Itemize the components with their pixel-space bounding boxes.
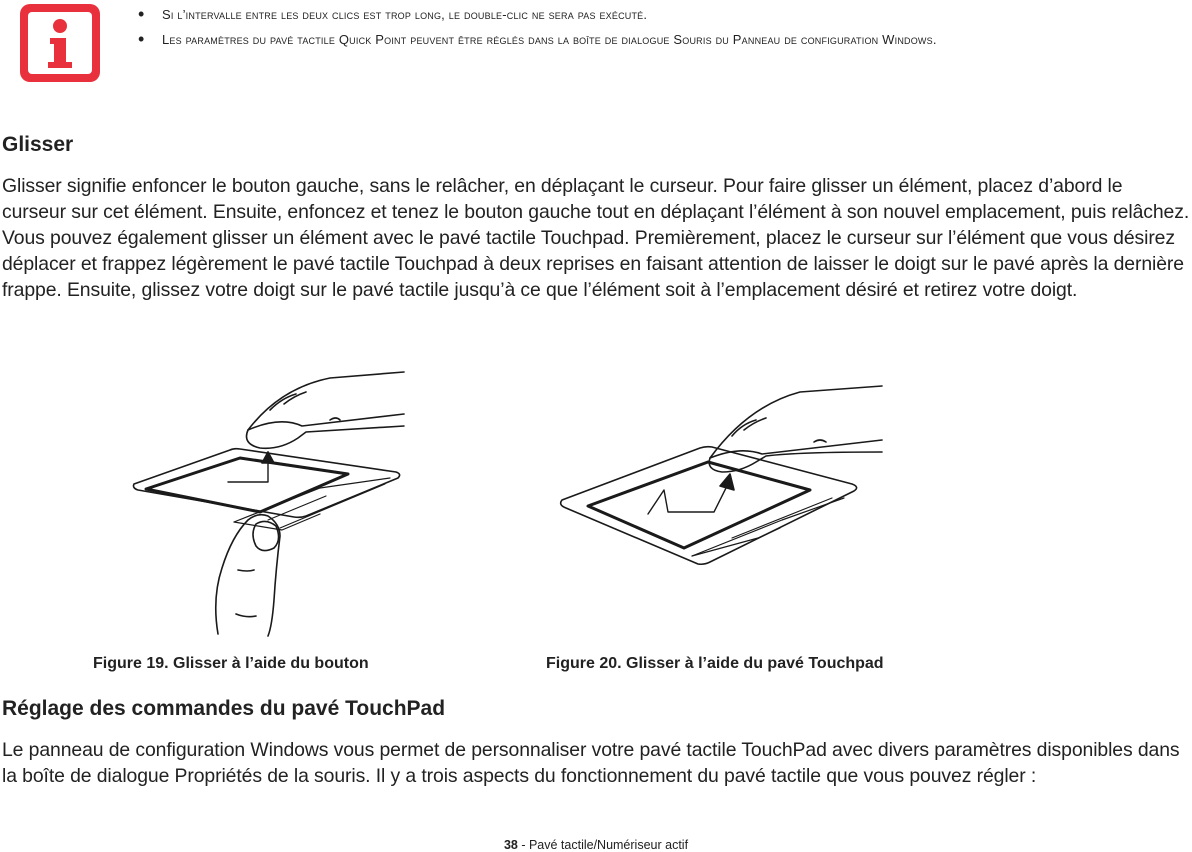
note-item: • Les paramètres du pavé tactile Quick Point peuvent être réglés dans la boîte de dialogue Souris du Panneau de configuration Windows. — [136, 29, 1062, 51]
note-list — [136, 4, 1076, 51]
info-icon — [18, 2, 102, 84]
note-item: • Si l’intervalle entre les deux clics est trop long, le double-clic ne sera pas exécuté. — [136, 4, 1076, 26]
footer-title: Pavé tactile/Numériseur actif — [528, 838, 689, 852]
section-heading-reglage: Réglage des commandes du pavé TouchPad — [2, 697, 446, 720]
body-paragraph-glisser: Glisser signifie enfoncer le bouton gauche, sans le relâcher, en déplaçant le curseur. Pour faire glisser un élément, placez d’abord le curseur sur cet élément. Ensuite, enfoncez et tenez le bouton gauche tout en déplaçant l’élément à son nouvel emplacement, puis relâchez. Vous pouvez également glisser un élément avec le pavé tactile Touchpad. Premièrement, placez le curseur sur l’élément que vous désirez déplacer et frappez légèrement le pavé tactile Touchpad à deux reprises en faisant attention de laisser le doigt sur le pavé après la dernière frappe. Ensuite, glissez votre doigt sur le pavé tactile jusqu’à ce que l’élément soit à l’emplacement désiré et retirez votre doigt. — [2, 175, 1190, 301]
section-heading-glisser: Glisser — [2, 133, 74, 156]
figure-19-caption: Figure 19. Glisser à l’aide du bouton — [93, 655, 369, 672]
figure-20-illustration — [552, 380, 887, 580]
footer-separator: - — [517, 838, 529, 852]
page-number: 38 — [503, 838, 518, 852]
page-footer — [0, 838, 1192, 852]
figure-20-caption: Figure 20. Glisser à l’aide du pavé Touchpad — [546, 655, 884, 672]
body-paragraph-reglage: Le panneau de configuration Windows vous permet de personnaliser votre pavé tactile TouchPad avec divers paramètres disponibles dans la boîte de dialogue Propriétés de la souris. Il y a trois aspects du fonctionnement du pavé tactile que vous pouvez régler : — [2, 739, 1180, 787]
figure-19-illustration — [130, 368, 415, 638]
